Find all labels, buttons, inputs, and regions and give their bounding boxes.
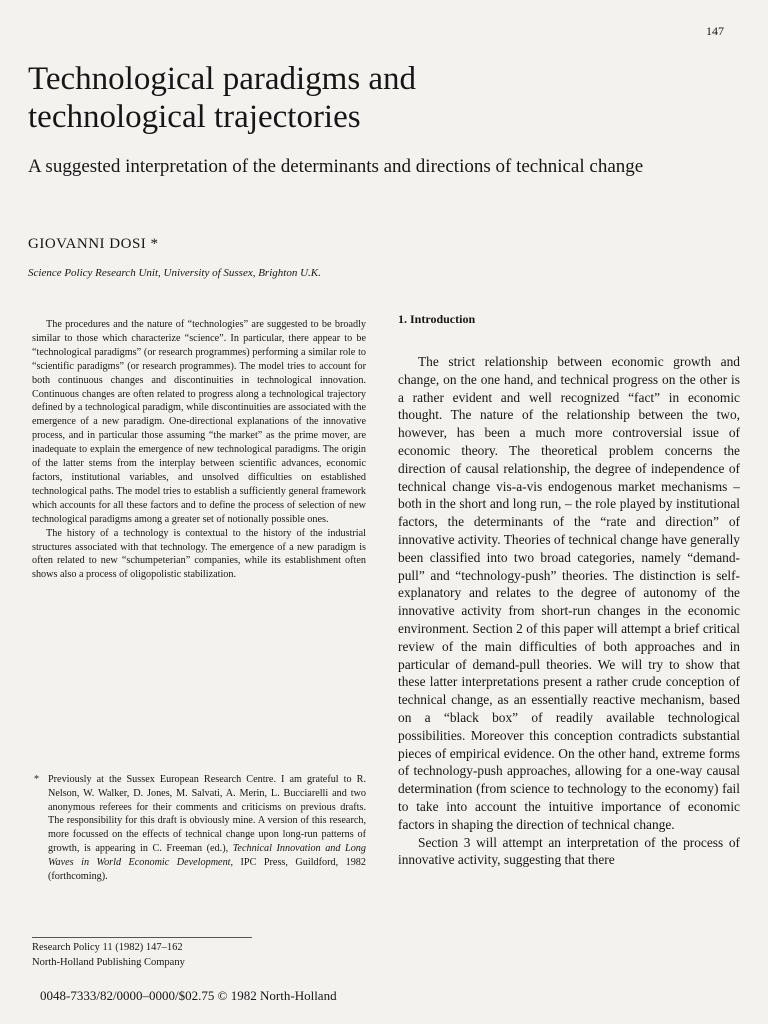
title-line-1: Technological paradigms and — [28, 61, 417, 97]
page-number: 147 — [706, 24, 724, 38]
journal-info — [32, 937, 252, 970]
footnote — [32, 773, 366, 883]
article-subtitle: A suggested interpretation of the determinants and directions of technical change — [28, 156, 644, 177]
footnote-text-end: , IPC Press, Guildford, 1982 (forthcoming). — [48, 856, 366, 882]
author-name: GIOVANNI DOSI * — [28, 236, 159, 252]
abstract-paragraph: The procedures and the nature of “technologies” are suggested to be broadly similar to those which characterize “science”. In particular, there appear to be “technological paradigms” (or research programmes) performing a similar role to “scientific paradigms” (or research programmes). The model tries to account for both continuous changes and discontinuities in technological innovation. Continuous changes are often related to progress along a technological trajectory defined by a technological paradigm, while discontinuities are associated with the emergence of a new paradigm. One-directional explanations of the innovative process, and in particular those assuming “the market” as the prime mover, are inadequate to explain the emergence of new technological paradigms. The origin of the latter stems from the interplay between scientific advances, economic factors, institutional variables, and unsolved difficulties on established technological paths. The model tries to establish a sufficiently general framework which accounts for all these factors and to define the process of selection of new technological paradigms among a greater set of notionally possible ones. — [32, 319, 366, 525]
footnote-book-title: Technical Innovation and Long Waves in World Economic Development — [48, 842, 366, 868]
introduction-body — [398, 353, 740, 869]
introduction-section — [398, 312, 740, 869]
author-affiliation: Science Policy Research Unit, University of Sussex, Brighton U.K. — [28, 267, 321, 279]
body-paragraph: The strict relationship between economic growth and change, on the one hand, and technical progress on the other is a rather evident and well recognized “fact” in economic thought. The nature of the relationship between the two, however, has been a much more controversial issue of economic theory. The theoretical problem concerns the direction of causal relationship, the degree of independence of technical change vis-a-vis endogenous market mechanisms – both in the short and long run, – the role played by institutional factors, the determinants of the “rate and direction” of innovative activity. Theories of technical change have generally been classified into two broad categories, namely “demand-pull” and “technology-push” theories. The distinction is self-explanatory and relates to the degree of autonomy of the innovative activity from short-run changes in the economic environment. Section 2 of this paper will attempt a brief critical review of the main difficulties of both approaches and in particular of demand-pull theories. We will try to show that these latter interpretations present a rather crude conception of technical change, as an essentially reactive mechanism, based on a “black box” of readily available technological possibilities. Moreover this conception contradicts substantial pieces of empirical evidence. On the other hand, extreme forms of technology-push approaches, allowing for a one-way causal determination (from science to technology to the economy) fail to take into account the intuitive importance of economic factors in shaping the direction of technical change. — [398, 354, 740, 832]
abstract — [32, 318, 366, 582]
copyright-line: 0048-7333/82/0000–0000/$02.75 © 1982 North-Holland — [40, 988, 337, 1003]
publisher: North-Holland Publishing Company — [32, 957, 185, 968]
article-title — [28, 60, 728, 136]
body-paragraph: Section 3 will attempt an interpretation of the process of innovative activity, suggesting that there — [398, 834, 740, 868]
footnote-text: Previously at the Sussex European Research Centre. I am grateful to R. Nelson, W. Walker, D. Jones, M. Salvati, A. Merin, L. Bucciarelli and two anonymous referees for their comments and criticisms on previous drafts. The responsibility for this draft is obviously mine. A version of this research, more focussed on the effects of technical change upon long-run patterns of growth, is appearing in C. Freeman (ed.), — [48, 774, 366, 854]
abstract-paragraph: The history of a technology is contextual to the history of the industrial structures associated with that technology. The emergence of a new paradigm is often related to new “schumpeterian” companies, while its establishment often shows also a process of oligopolistic stabilization. — [32, 527, 366, 581]
title-line-2: technological trajectories — [28, 99, 361, 135]
section-heading: 1. Introduction — [398, 312, 476, 326]
journal-citation: Research Policy 11 (1982) 147–162 — [32, 942, 183, 953]
footnote-marker: * — [34, 774, 40, 785]
